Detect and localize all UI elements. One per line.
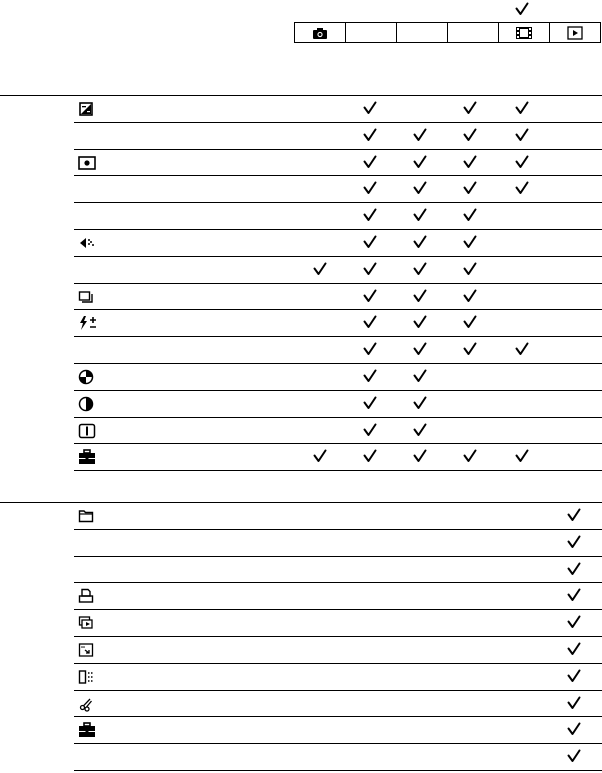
check-mark [412,341,428,357]
row-divider [74,770,602,771]
row-divider [74,470,602,471]
check-mark [566,587,582,603]
check-mark [362,341,378,357]
check-mark [462,288,478,304]
check-mark [514,341,530,357]
check-mark [412,288,428,304]
sharpness-icon [78,423,94,439]
check-mark [566,721,582,737]
check-mark [462,207,478,223]
trimming-icon [78,696,94,712]
check-mark [362,127,378,143]
check-mark [312,261,328,277]
table-row [0,122,602,149]
check-mark [566,668,582,684]
check-mark [412,261,428,277]
check-mark [362,261,378,277]
table-row [0,256,602,283]
color-mode-icon [78,369,94,385]
check-mark [412,180,428,196]
exposure-icon [78,101,94,117]
check-mark [362,288,378,304]
check-mark [462,127,478,143]
contrast-icon [78,396,94,412]
check-mark [412,154,428,170]
check-mark [362,448,378,464]
table-row [0,336,602,363]
check-mark [462,100,478,116]
flash-level-icon [78,315,94,331]
check-mark [362,180,378,196]
play-icon [567,26,583,40]
check-mark [362,234,378,250]
check-mark [566,641,582,657]
slideshow-icon [78,615,94,631]
resize-icon [78,642,94,658]
check-mark [412,234,428,250]
check-mark [566,614,582,630]
check-mark [462,314,478,330]
check-mark [462,180,478,196]
check-mark [412,422,428,438]
check-mark [362,368,378,384]
mode-column-header-3 [397,22,448,43]
setup-toolbox-icon [78,449,94,465]
check-mark [312,448,328,464]
table-row [0,202,602,229]
mode-column-header-5 [499,22,550,43]
spot-metering-icon [78,155,94,171]
check-mark [514,154,530,170]
check-mark [412,448,428,464]
check-mark [514,448,530,464]
movie-film-icon [515,26,533,40]
check-mark [462,261,478,277]
table-row [0,743,602,770]
mode-column-header-2 [346,22,397,43]
check-mark [566,748,582,764]
check-mark [362,395,378,411]
check-mark [362,314,378,330]
print-icon [78,588,94,604]
check-mark [514,180,530,196]
folder-icon [78,508,94,524]
mode-column-header-6 [550,22,601,43]
setup-toolbox-icon [78,722,94,738]
mode-column-header-1 [294,22,346,43]
check-mark [566,507,582,523]
check-mark [412,207,428,223]
table-row [0,175,602,202]
check-mark [412,127,428,143]
check-mark [362,100,378,116]
camera-icon [312,26,328,40]
check-mark [566,534,582,550]
check-mark [362,422,378,438]
check-mark [362,207,378,223]
check-mark [412,314,428,330]
mode-column-header-4 [448,22,499,43]
burst-icon [78,289,94,305]
check-mark [462,154,478,170]
table-row [0,529,602,556]
check-mark [412,395,428,411]
check-mark [462,234,478,250]
check-mark [566,561,582,577]
divide-icon [78,669,94,685]
table-row [0,556,602,583]
check-mark [412,368,428,384]
check-mark [514,127,530,143]
check-mark [362,154,378,170]
check-mark [462,341,478,357]
header-check-mark [514,1,530,17]
iso-icon [78,235,94,251]
check-mark [462,448,478,464]
check-mark [514,100,530,116]
check-mark [566,695,582,711]
